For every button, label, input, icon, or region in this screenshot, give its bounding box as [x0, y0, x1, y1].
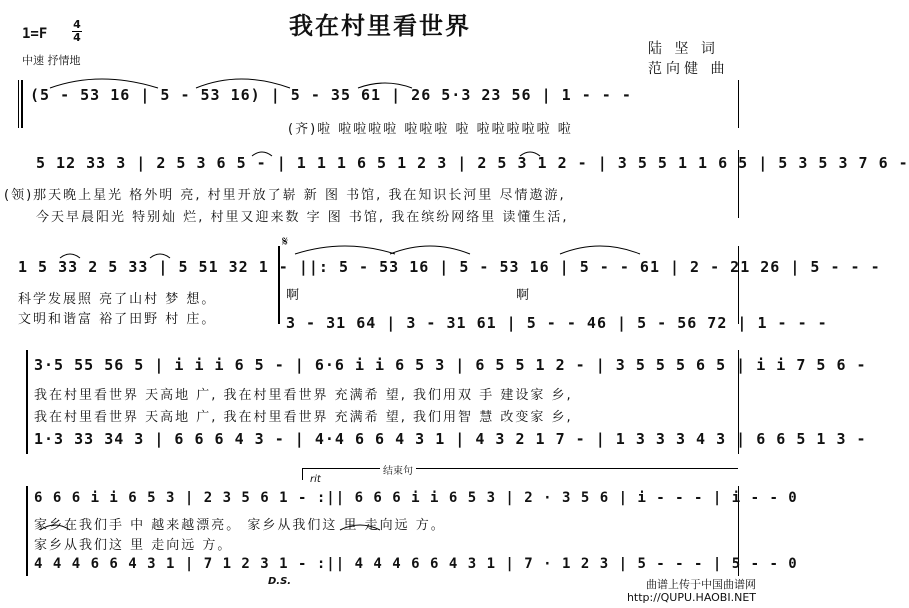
composer-credit: 范向健 曲 [648, 61, 729, 77]
row5-lyric-verse1: 家乡在我们手 中 越来越漂亮。 家乡从我们这 里 走向远 方。 [34, 518, 446, 533]
row3-lower-part: 3 - 31 64 | 3 - 31 61 | 5 - - 46 | 5 - 56 72 | 1 - - - [286, 314, 828, 332]
time-signature-bottom: 4 [73, 31, 81, 44]
row3-lyric-verse1: 科学发展照 亮了山村 梦 想。 [18, 292, 217, 307]
row5-lower-part: 4 4 4 6 6 4 3 1 | 7 1 2 3 1 - :|| 4 4 4 6 6 4 3 1 | 7 · 1 2 3 | 5 - - - | 5 - - 0 [34, 556, 798, 572]
row3-ah-1: 啊 [286, 288, 302, 303]
row4-lyric-verse2: 我在村里看世界 天高地 广, 我在村里看世界 充满希 望, 我们用智 慧 改变家 乡, [34, 410, 573, 425]
dal-segno-marking: D.S. [268, 576, 292, 587]
repeat-barline-thick [21, 80, 23, 128]
repeat-barline-start [18, 80, 19, 128]
row3-lyric-verse2: 文明和谐富 裕了田野 村 庄。 [18, 312, 217, 327]
row5-notation: 6 6 6 i i 6 5 3 | 2 3 5 6 1 - :|| 6 6 6 i i 6 5 3 | 2 · 3 5 6 | i - - - | i - - 0 [34, 490, 798, 506]
segno-icon: 𝄋 [282, 234, 289, 250]
ending-bracket-hook [302, 468, 303, 480]
row4-system-bracket [26, 350, 28, 454]
key-signature: 1=F [22, 26, 48, 42]
row1-notation: (5 - 53 16 | 5 - 53 16) | 5 - 35 61 | 26 5·3 23 56 | 1 - - - [30, 86, 632, 104]
row3-notation: 1 5 33 2 5 33 | 5 51 32 1 - ||: 5 - 53 16 | 5 - 53 16 | 5 - - 61 | 2 - 21 26 | 5 - - - [18, 258, 881, 276]
watermark-line-2: http://QUPU.HAOBI.NET [626, 591, 756, 604]
row5-system-bracket [26, 486, 28, 576]
lyricist-credit: 陆 坚 词 [648, 41, 719, 57]
row2-notation: 5 12 33 3 | 2 5 3 6 5 - | 1 1 1 6 5 1 2 3 | 2 5 3 1 2 - | 3 5 5 1 1 6 5 | 5 3 5 3 7 6 - [36, 154, 909, 172]
time-signature-top: 4 [73, 18, 81, 31]
row1-lyric: (齐)啦 啦啦啦啦 啦啦啦 啦 啦啦啦啦啦 啦 [288, 122, 573, 137]
ending-label: 结束句 [380, 462, 416, 477]
ending-bracket-line [302, 468, 738, 469]
row4-lower-part: 1·3 33 34 3 | 6 6 6 4 3 - | 4·4 6 6 4 3 1 | 4 3 2 1 7 - | 1 3 3 3 4 3 | 6 6 5 1 3 - [34, 430, 867, 448]
tempo-marking: 中速 抒情地 [22, 54, 81, 67]
row2-lyric-verse1: (领)那天晚上星光 格外明 亮, 村里开放了崭 新 图 书馆, 我在知识长河里 尽情遨游, [4, 188, 566, 203]
row5-lyric-verse2: 家乡从我们这 里 走向远 方。 [34, 538, 233, 553]
row2-lyric-verse2: 今天早晨阳光 特别灿 烂, 村里又迎来数 字 图 书馆, 我在缤纷网络里 读懂生活, [36, 210, 569, 225]
site-watermark [627, 578, 756, 604]
row1-barline-end [738, 80, 739, 128]
row4-lyric-verse1: 我在村里看世界 天高地 广, 我在村里看世界 充满希 望, 我们用双 手 建设家 乡, [34, 388, 573, 403]
song-title: 我在村里看世界 [289, 12, 471, 40]
ritardando-marking: rit [310, 474, 321, 485]
row3-ah-2: 啊 [516, 288, 532, 303]
watermark-line-1: 曲谱上传于中国曲谱网 [646, 578, 756, 591]
row4-notation: 3·5 55 56 5 | i i i 6 5 - | 6·6 i i 6 5 3 | 6 5 5 1 2 - | 3 5 5 5 6 5 | i i 7 5 6 - [34, 356, 867, 374]
